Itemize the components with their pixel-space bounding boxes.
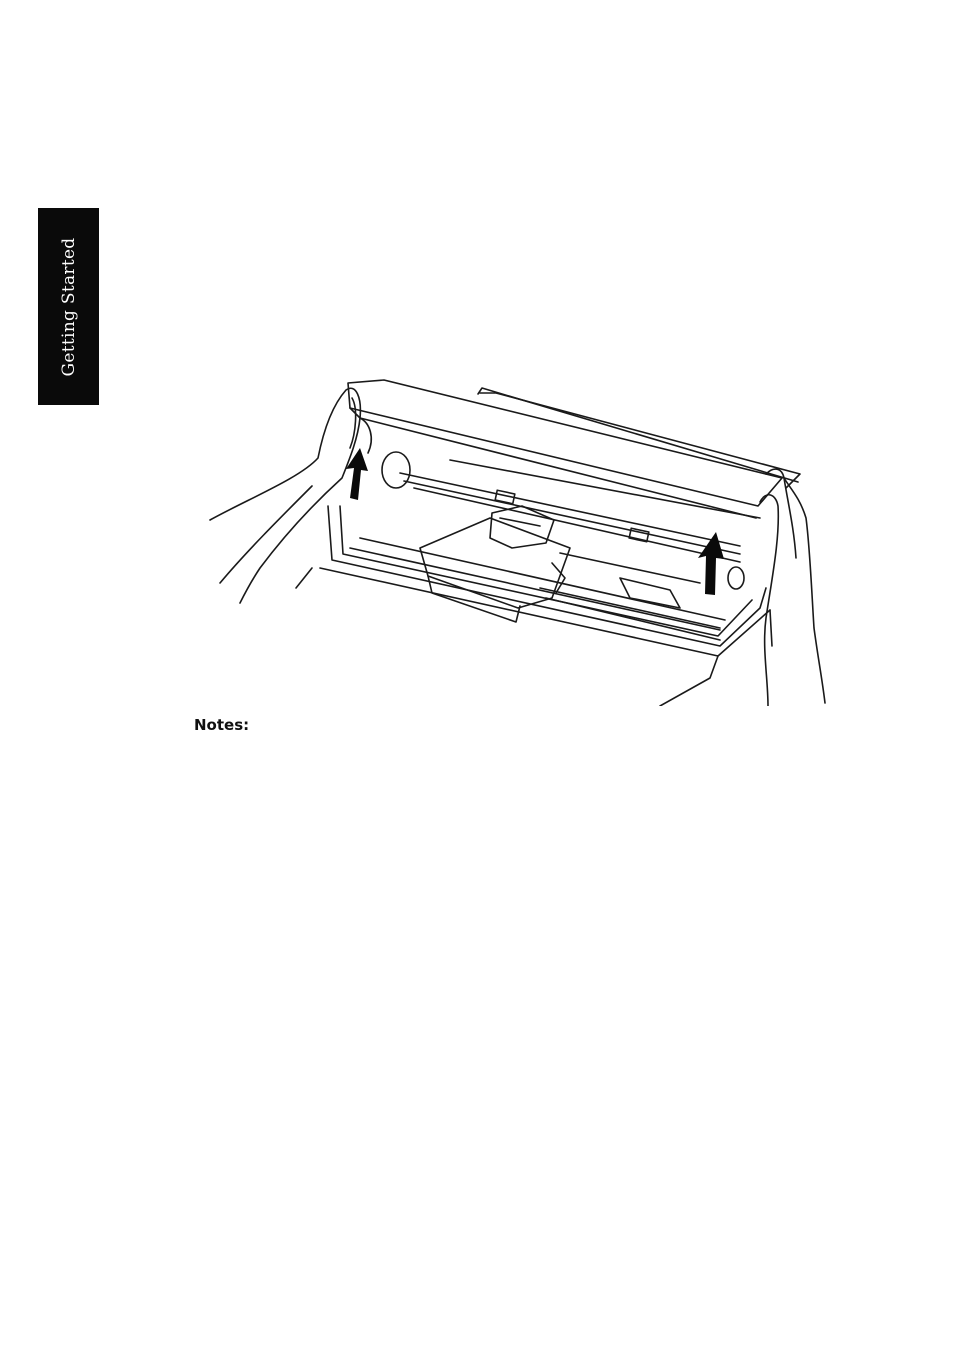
printer-cover-illustration — [200, 378, 828, 706]
print-head — [420, 506, 570, 622]
printer-cover — [348, 380, 800, 518]
notes-heading: Notes: — [194, 716, 250, 734]
up-arrow-left-icon — [346, 448, 368, 500]
section-tab-label: Getting Started — [58, 237, 79, 376]
printer-body — [296, 506, 772, 706]
section-tab — [38, 208, 99, 405]
right-hand — [760, 469, 825, 706]
paper-sheet — [478, 388, 798, 482]
left-hand — [210, 388, 371, 603]
